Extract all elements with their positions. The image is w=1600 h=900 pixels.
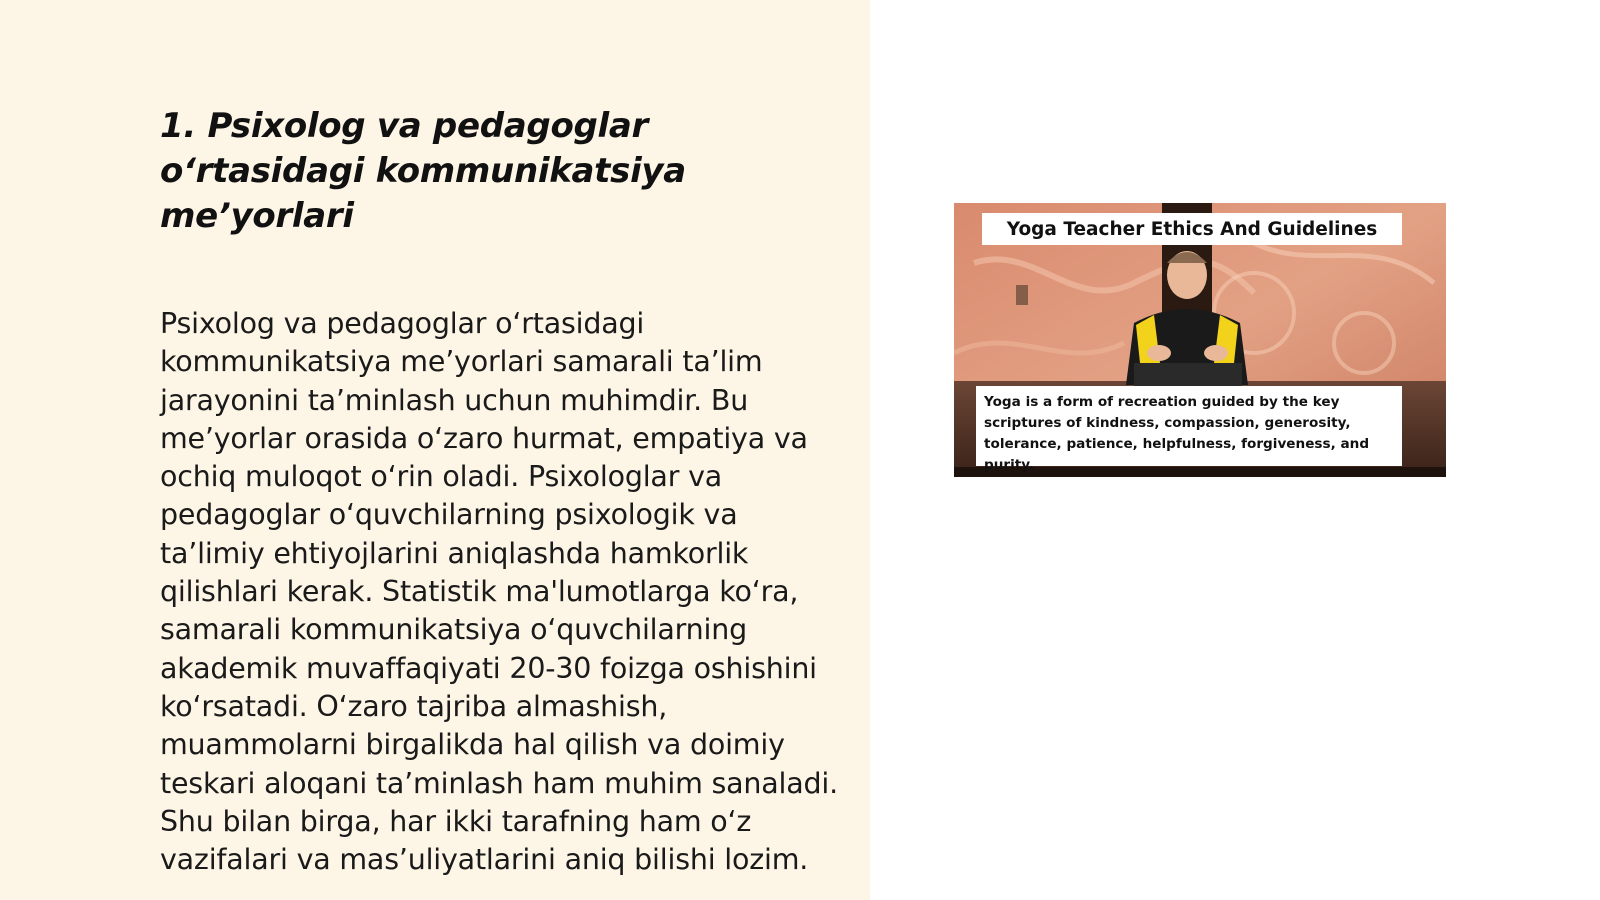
video-title-banner bbox=[982, 213, 1402, 245]
video-thumbnail[interactable] bbox=[954, 203, 1446, 477]
video-caption: Yoga is a form of recreation guided by the key scriptures of kindness, compassion, generosity, tolerance, patience, helpfulness, forgiveness, and purity. bbox=[984, 394, 1370, 473]
video-title: Yoga Teacher Ethics And Guidelines bbox=[1006, 218, 1378, 240]
video-caption-banner bbox=[976, 386, 1402, 473]
slide-body-text: Psixolog va pedagoglar o‘rtasidagi kommunikatsiya me’yorlari samarali ta’lim jarayonini ta’minlash uchun muhimdir. Bu me’yorlar orasida o‘zaro hurmat, empatiya va ochiq muloqot o‘rin oladi. Psixologlar va pedagoglar o‘quvchilarning psixologik va ta’limiy ehtiyojlarini aniqlashda hamkorlik qilishlari kerak. Statistik ma'lumotlarga ko‘ra, samarali kommunikatsiya o‘quvchilarning akademik muvaffaqiyati 20-30 foizga oshishini ko‘rsatadi. O‘zaro tajriba almashish, muammolarni birgalikda hal qilish va doimiy teskari aloqani ta’minlash ham muhim sanaladi. Shu bilan birga, har ikki tarafning ham o‘z vazifalari va mas’uliyatlarini aniq bilishi lozim. bbox=[160, 307, 839, 877]
slide-title: 1. Psixolog va pedagoglar o‘rtasidagi kommunikatsiya me’yorlari bbox=[160, 106, 686, 236]
